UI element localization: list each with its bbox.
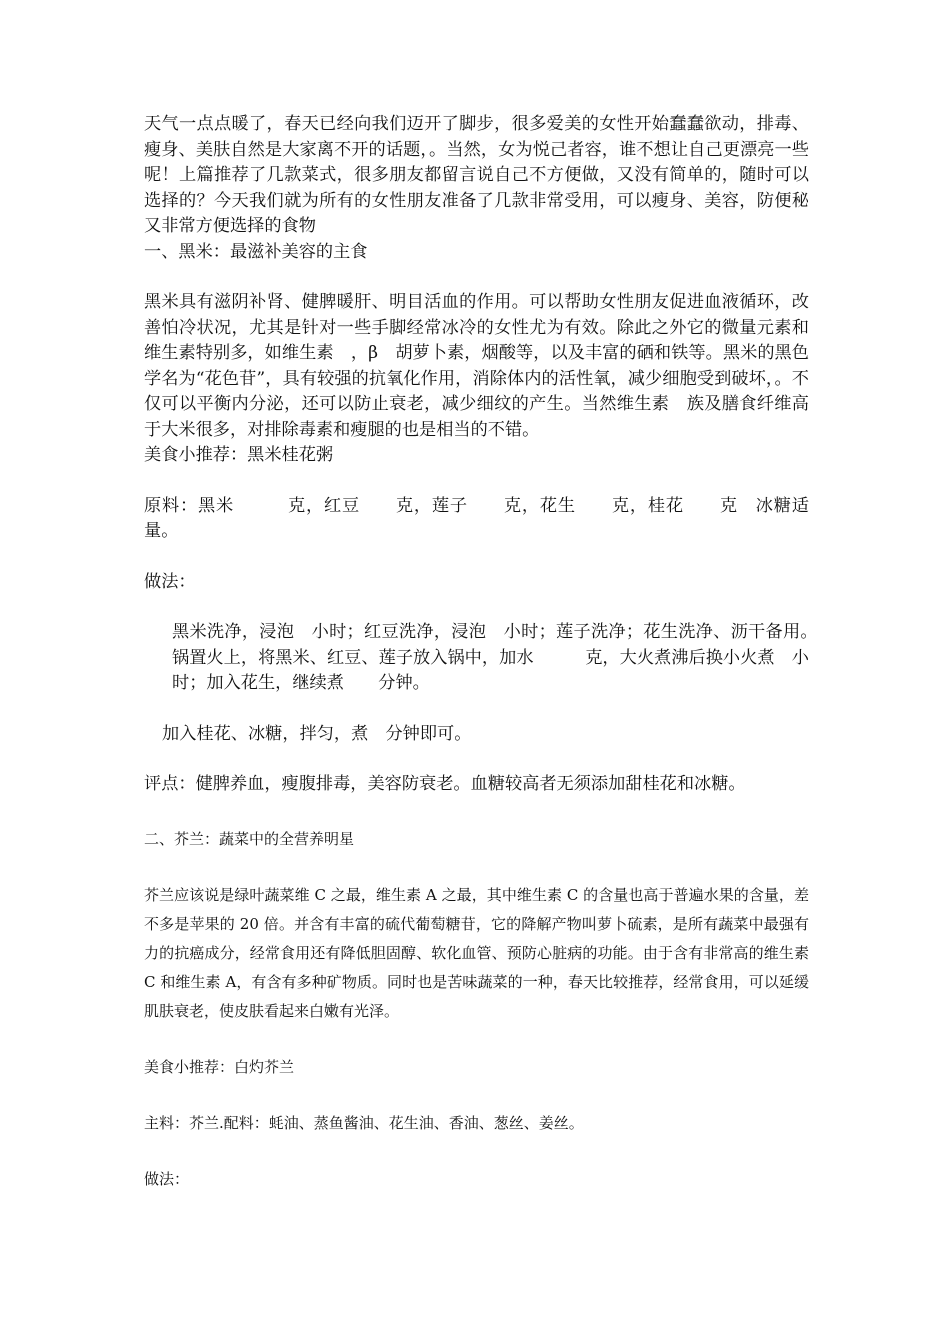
section1-step2: 加入桂花、冰糖，拌匀，煮 分钟即可。 <box>162 723 472 744</box>
section2-heading: 二、芥兰：蔬菜中的全营养明星 <box>144 829 355 848</box>
section1-recommend: 美食小推荐：黑米桂花粥 <box>144 445 334 465</box>
section1-body: 黑米具有滋阴补肾、健脾暖肝、明目活血的作用。可以帮助女性朋友促进血液循环，改善怕冷状况，尤其是针对一些手脚经常冰冷的女性尤为有效。除此之外它的微量元素和维生素特别多，如维生素 ，β 胡萝卜素，烟酸等，以及丰富的硒和铁等。黑米的黑色学名为“花色苷”，具有较强的抗氧化作用，消除体内的活性氧，减少细胞受到破坏，。不仅可以平衡内分泌，还可以防止衰老，减少细纹的产生。当然维生素 族及膳食纤维高于大米很多，对排除毒素和瘦腿的也是相当的不错。 <box>144 292 809 440</box>
intro-paragraph: 天气一点点暖了，春天已经向我们迈开了脚步，很多爱美的女性开始蠢蠢欲动，排毒、瘦身、美肤自然是大家离不开的话题，。当然，女为悦己者容，谁不想让自己更漂亮一些呢！上篇推荐了几款菜式，很多朋友都留言说自己不方便做，又没有简单的，随时可以选择的？今天我们就为所有的女性朋友准备了几款非常受用，可以瘦身、美容，防便秘又非常方便选择的食物 <box>144 114 809 236</box>
section1-comment: 评点：健脾养血，瘦腹排毒，美容防衰老。血糖较高者无须添加甜桂花和冰糖。 <box>144 774 746 794</box>
document-page <box>144 112 844 1194</box>
section1-heading: 一、黑米：最滋补美容的主食 <box>144 241 368 262</box>
section2-ingredients: 主料：芥兰.配料：蚝油、蒸鱼酱油、花生油、香油、葱丝、姜丝。 <box>144 1113 584 1132</box>
section2-recommend: 美食小推荐：白灼芥兰 <box>144 1057 295 1076</box>
section2-body: 芥兰应该说是绿叶蔬菜维 C 之最，维生素 A 之最，其中维生素 C 的含量也高于普遍水果的含量，差不多是苹果的 20 倍。并含有丰富的硫代葡萄糖苷，它的降解产物叫萝卜硫素，是所有蔬菜中最强有力的抗癌成分，经常食用还有降低胆固醇、软化血管、预防心脏病的功能。由于含有非常高的维生素 C 和维生素 A，有含有多种矿物质。同时也是苦味蔬菜的一种，春天比较推荐，经常食用，可以延缓肌肤衰老，使皮肤看起来白嫩有光泽。 <box>144 885 809 1020</box>
section1-method-label: 做法： <box>144 571 196 592</box>
section1-step1: 黑米洗净，浸泡 小时；红豆洗净，浸泡 小时；莲子洗净；花生洗净、沥干备用。 锅置火上，将黑米、红豆、莲子放入锅中，加水 克，大火煮沸后换小火煮 小时；加入花生，继续煮 分钟。 <box>172 622 844 693</box>
section1-ingredients: 原料：黑米 克，红豆 克，莲子 克，花生 克，桂花 克 冰糖适量。 <box>144 495 809 541</box>
section2-method-label: 做法： <box>144 1169 190 1188</box>
